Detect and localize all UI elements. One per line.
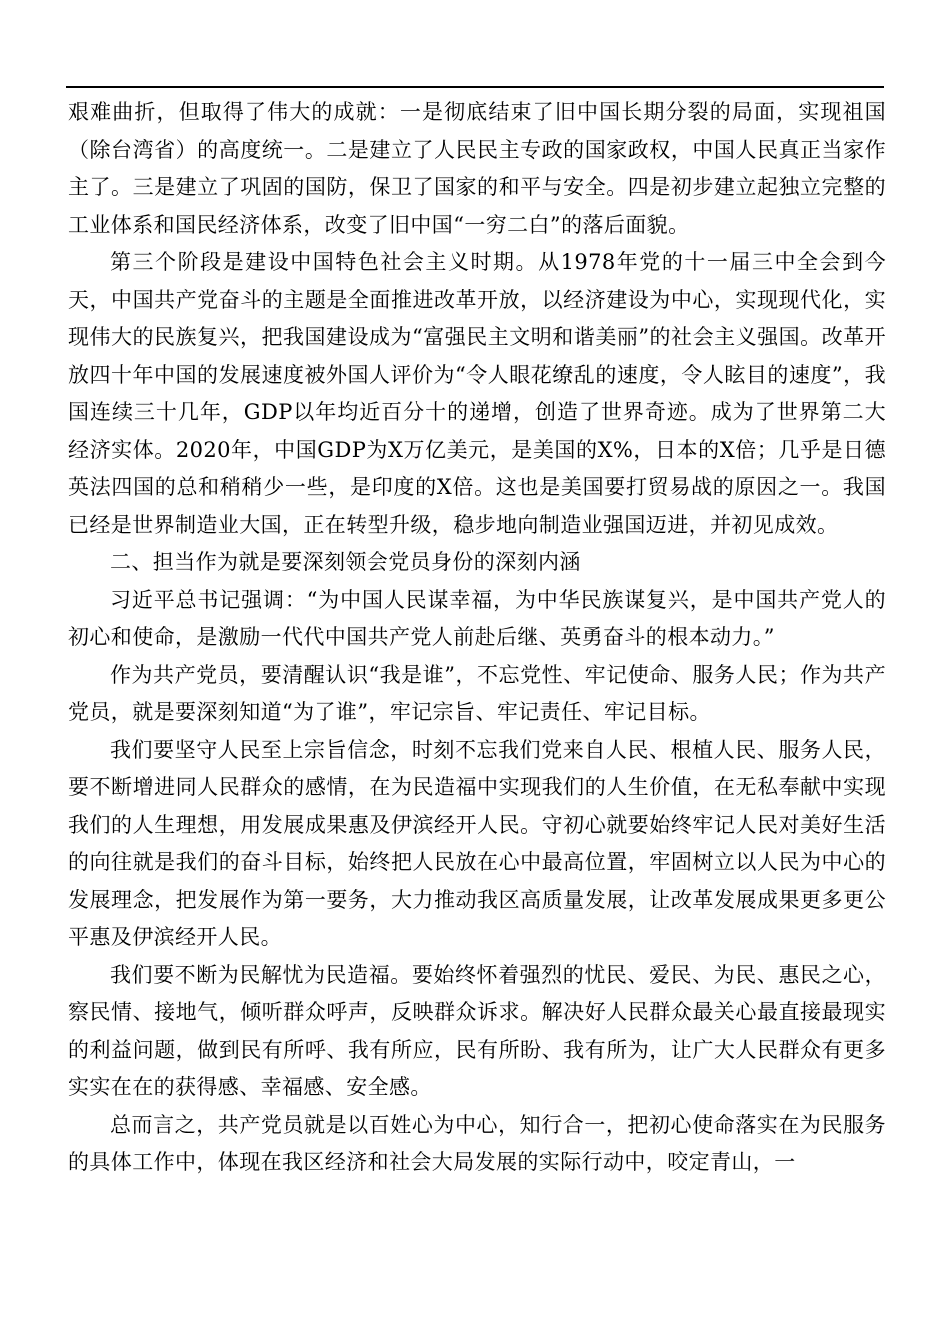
header-rule [66, 86, 884, 88]
paragraph-third-stage: 第三个阶段是建设中国特色社会主义时期。从1978年党的十一届三中全会到今天，中国共产党奋斗的主题是全面推进改革开放，以经济建设为中心，实现现代化，实现伟大的民族复兴，把我国建设成为“富强民主文明和谐美丽”的社会主义强国。改革开放四十年中国的发展速度被外国人评价为“令人眼花缭乱的速度，令人眩目的速度”，我国连续三十几年，GDP以年均近百分十的递增，创造了世界奇迹。成为了世界第二大经济实体。2020年，中国GDP为X万亿美元，是美国的X%，日本的X倍；几乎是日德英法四国的总和稍稍少一些，是印度的X倍。这也是美国要打贸易战的原因之一。我国已经是世界制造业大国，正在转型升级，稳步地向制造业强国迈进，并初见成效。 [68, 250, 886, 537]
paragraph-people-first: 我们要坚守人民至上宗旨信念，时刻不忘我们党来自人民、根植人民、服务人民，要不断增进同人民群众的感情，在为民造福中实现我们的人生价值，在无私奉献中实现我们的人生理想，用发展成果惠及伊滨经开人民。守初心就要始终牢记人民对美好生活的向往就是我们的奋斗目标，始终把人民放在心中最高位置，牢固树立以人民为中心的发展理念，把发展作为第一要务，大力推动我区高质量发展，让改革发展成果更多更公平惠及伊滨经开人民。 [68, 737, 886, 949]
paragraph-serve-people: 我们要不断为民解忧为民造福。要始终怀着强烈的忧民、爱民、为民、惠民之心，察民情、接地气，倾听群众呼声，反映群众诉求。解决好人民群众最关心最直接最现实的利益问题，做到民有所呼、我有所应，民有所盼、我有所为，让广大人民群众有更多实实在在的获得感、幸福感、安全感。 [68, 962, 886, 1099]
section-heading-2: 二、担当作为就是要深刻领会党员身份的深刻内涵 [110, 550, 581, 574]
paragraph-xi-quote: 习近平总书记强调：“为中国人民谋幸福，为中华民族谋复兴，是中国共产党人的初心和使命，是激励一代代中国共产党人前赴后继、英勇奋斗的根本动力。” [68, 587, 886, 649]
paragraph-continuation: 艰难曲折，但取得了伟大的成就：一是彻底结束了旧中国长期分裂的局面，实现祖国（除台湾省）的高度统一。二是建立了人民民主专政的国家政权，中国人民真正当家作主了。三是建立了巩固的国防，保卫了国家的和平与安全。四是初步建立起独立完整的工业体系和国民经济体系，改变了旧中国“一穷二白”的落后面貌。 [68, 100, 886, 237]
paragraph-party-member-identity: 作为共产党员，要清醒认识“我是谁”，不忘党性、牢记使命、服务人民；作为共产党员，就是要深刻知道“为了谁”，牢记宗旨、牢记责任、牢记目标。 [68, 662, 886, 724]
document-body [68, 94, 886, 1182]
paragraph-conclusion: 总而言之，共产党员就是以百姓心为中心，知行合一，把初心使命落实在为民服务的具体工作中，体现在我区经济和社会大局发展的实际行动中，咬定青山，一 [68, 1112, 886, 1174]
